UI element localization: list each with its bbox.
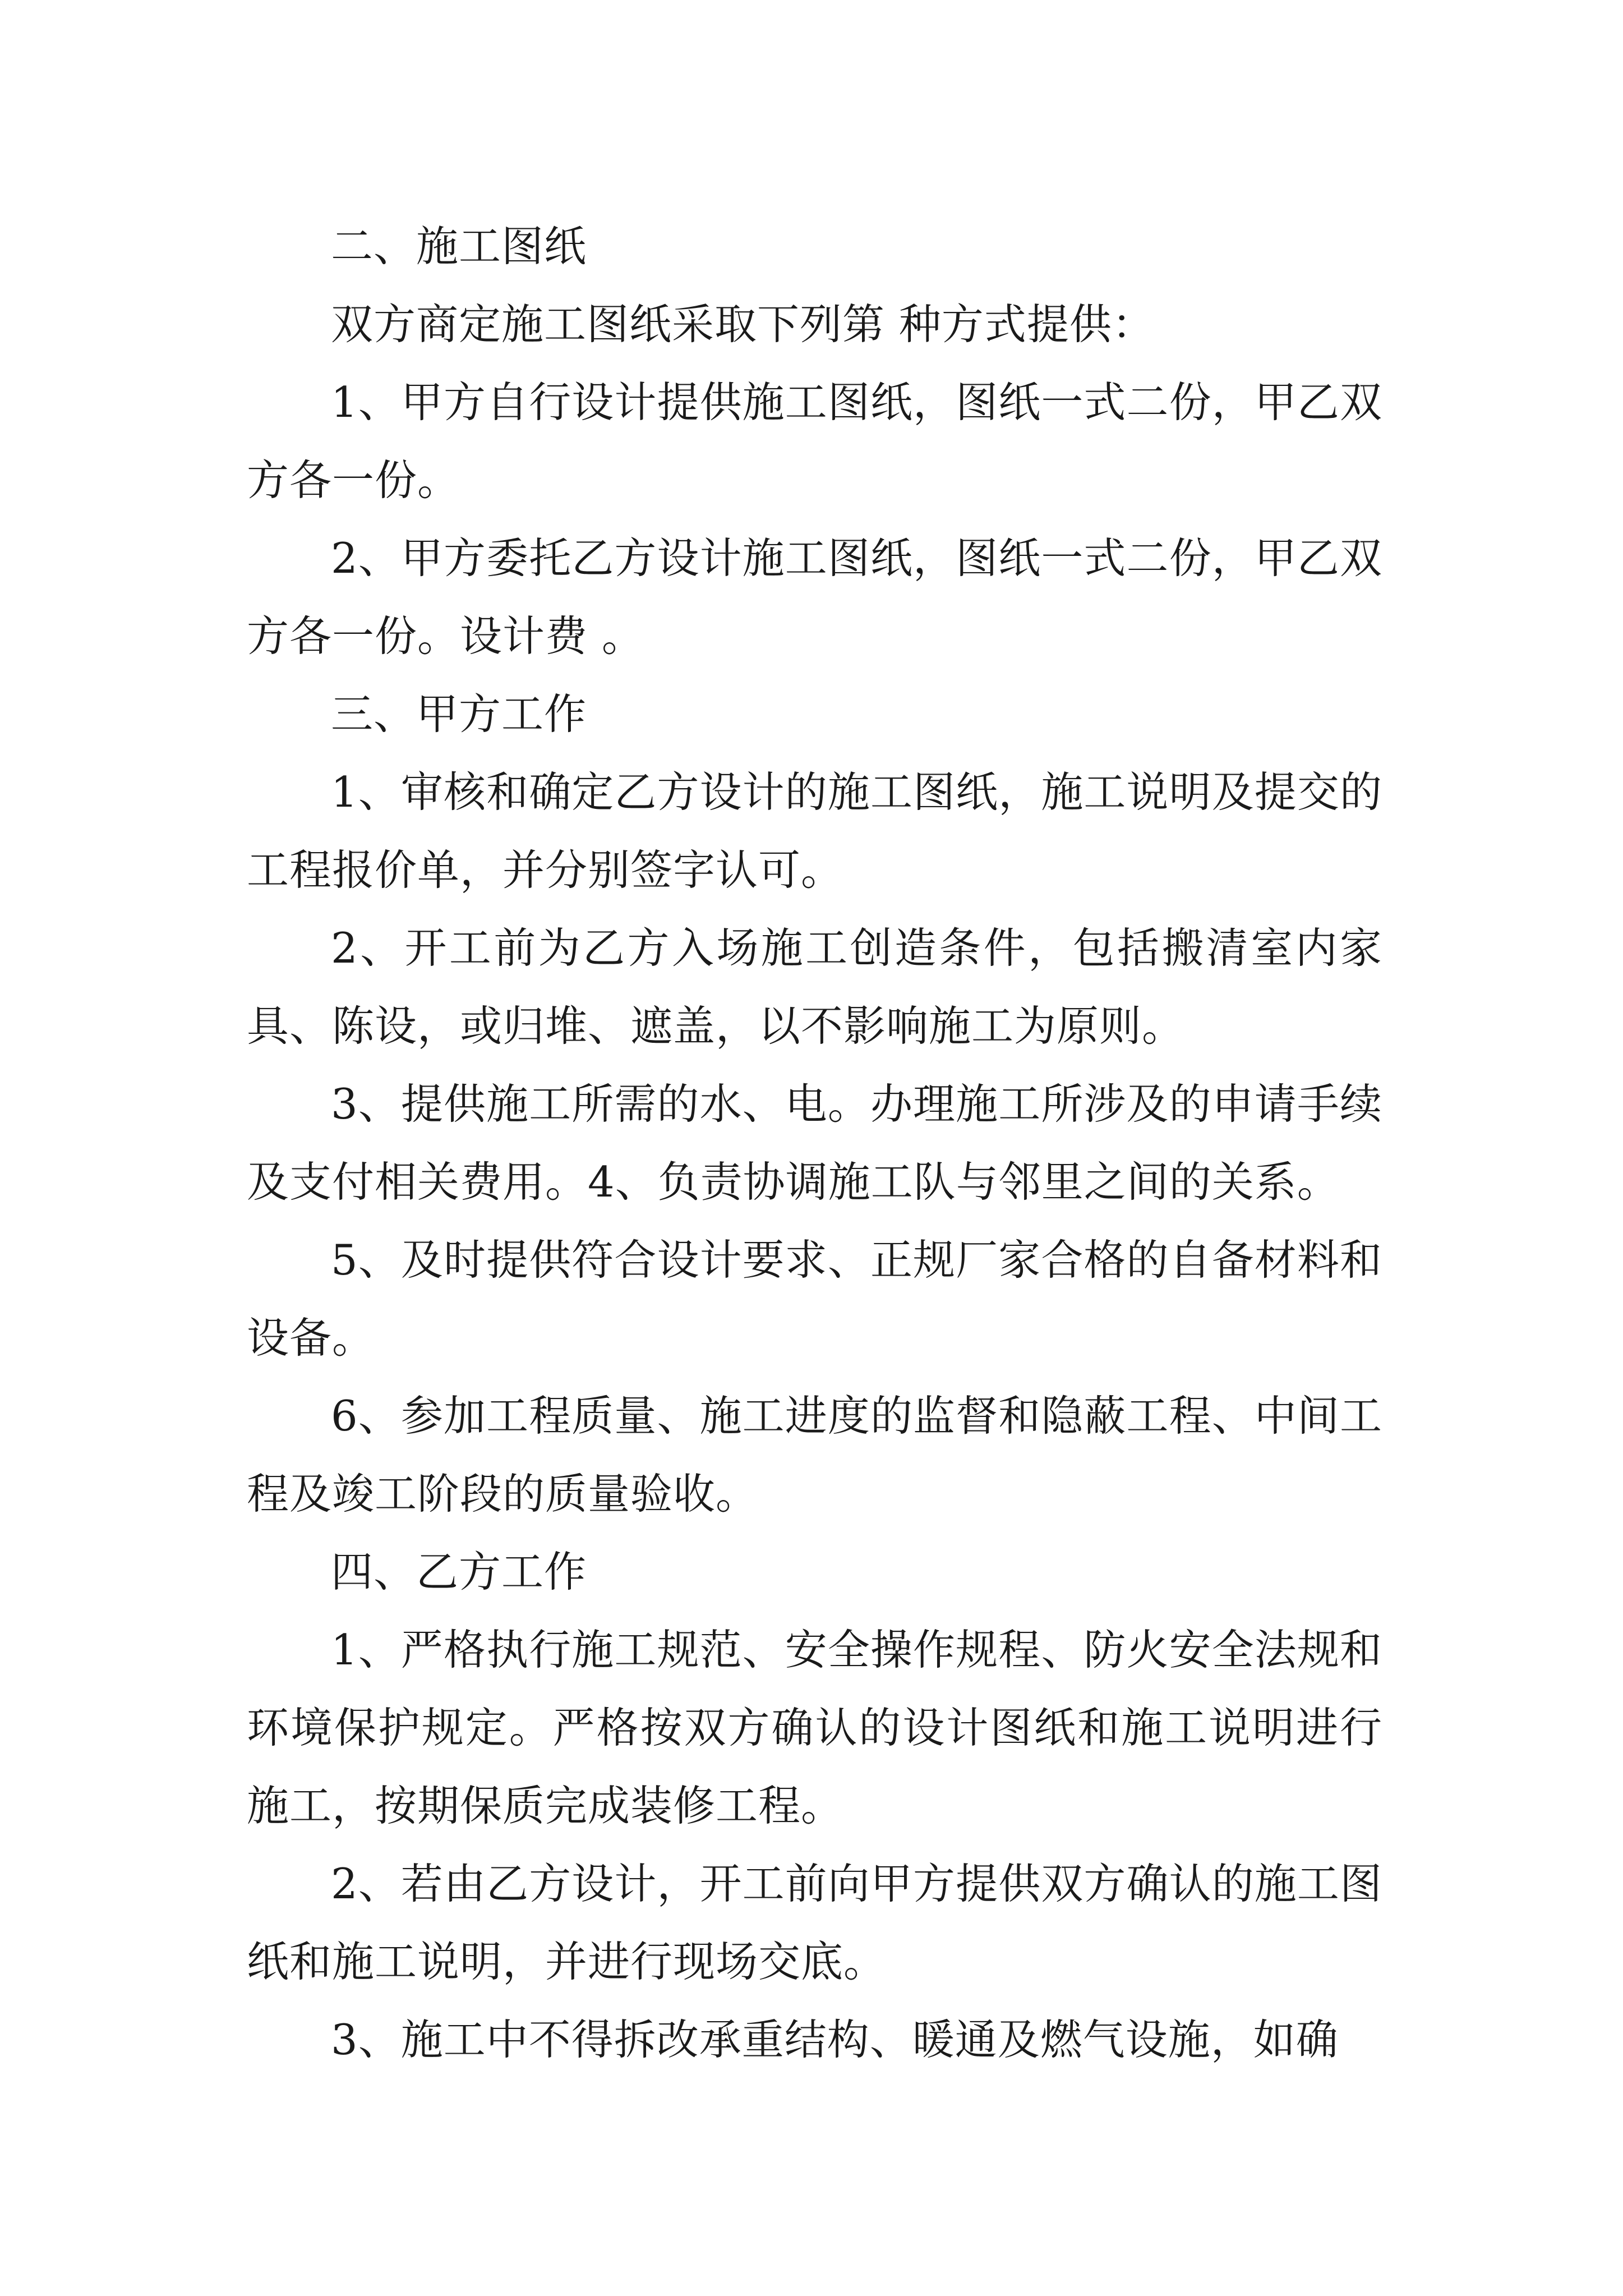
list-item: 1、甲方自行设计提供施工图纸，图纸一式二份，甲乙双方各一份。 [247, 378, 1382, 505]
list-item: 1、审核和确定乙方设计的施工图纸，施工说明及提交的工程报价单，并分别签字认可。 [247, 767, 1382, 895]
document-body [247, 208, 1382, 2079]
list-item: 2、开工前为乙方入场施工创造条件，包括搬清室内家具、陈设，或归堆、遮盖，以不影响施工为原则。 [247, 923, 1382, 1051]
list-item: 2、若由乙方设计，开工前向甲方提供双方确认的施工图纸和施工说明，并进行现场交底。 [247, 1859, 1382, 1986]
list-item: 6、参加工程质量、施工进度的监督和隐蔽工程、中间工程及竣工阶段的质量验收。 [247, 1391, 1382, 1519]
list-item: 3、提供施工所需的水、电。办理施工所涉及的申请手续及支付相关费用。4、负责协调施工队与邻里之间的关系。 [247, 1079, 1382, 1207]
list-item: 1、严格执行施工规范、安全操作规程、防火安全法规和环境保护规定。严格按双方确认的设计图纸和施工说明进行施工，按期保质完成装修工程。 [247, 1625, 1382, 1830]
paragraph: 双方商定施工图纸采取下列第 种方式提供： [331, 300, 1155, 349]
list-item: 2、甲方委托乙方设计施工图纸，图纸一式二份，甲乙双方各一份。设计费 。 [247, 533, 1382, 661]
section-heading-party-b-work: 四、乙方工作 [331, 1547, 587, 1596]
list-item: 5、及时提供符合设计要求、正规厂家合格的自备材料和设备。 [247, 1235, 1382, 1363]
section-heading-construction-drawings: 二、施工图纸 [331, 222, 587, 271]
list-item: 3、施工中不得拆改承重结构、暖通及燃气设施，如确 [331, 2015, 1339, 2064]
section-heading-party-a-work: 三、甲方工作 [331, 689, 587, 739]
